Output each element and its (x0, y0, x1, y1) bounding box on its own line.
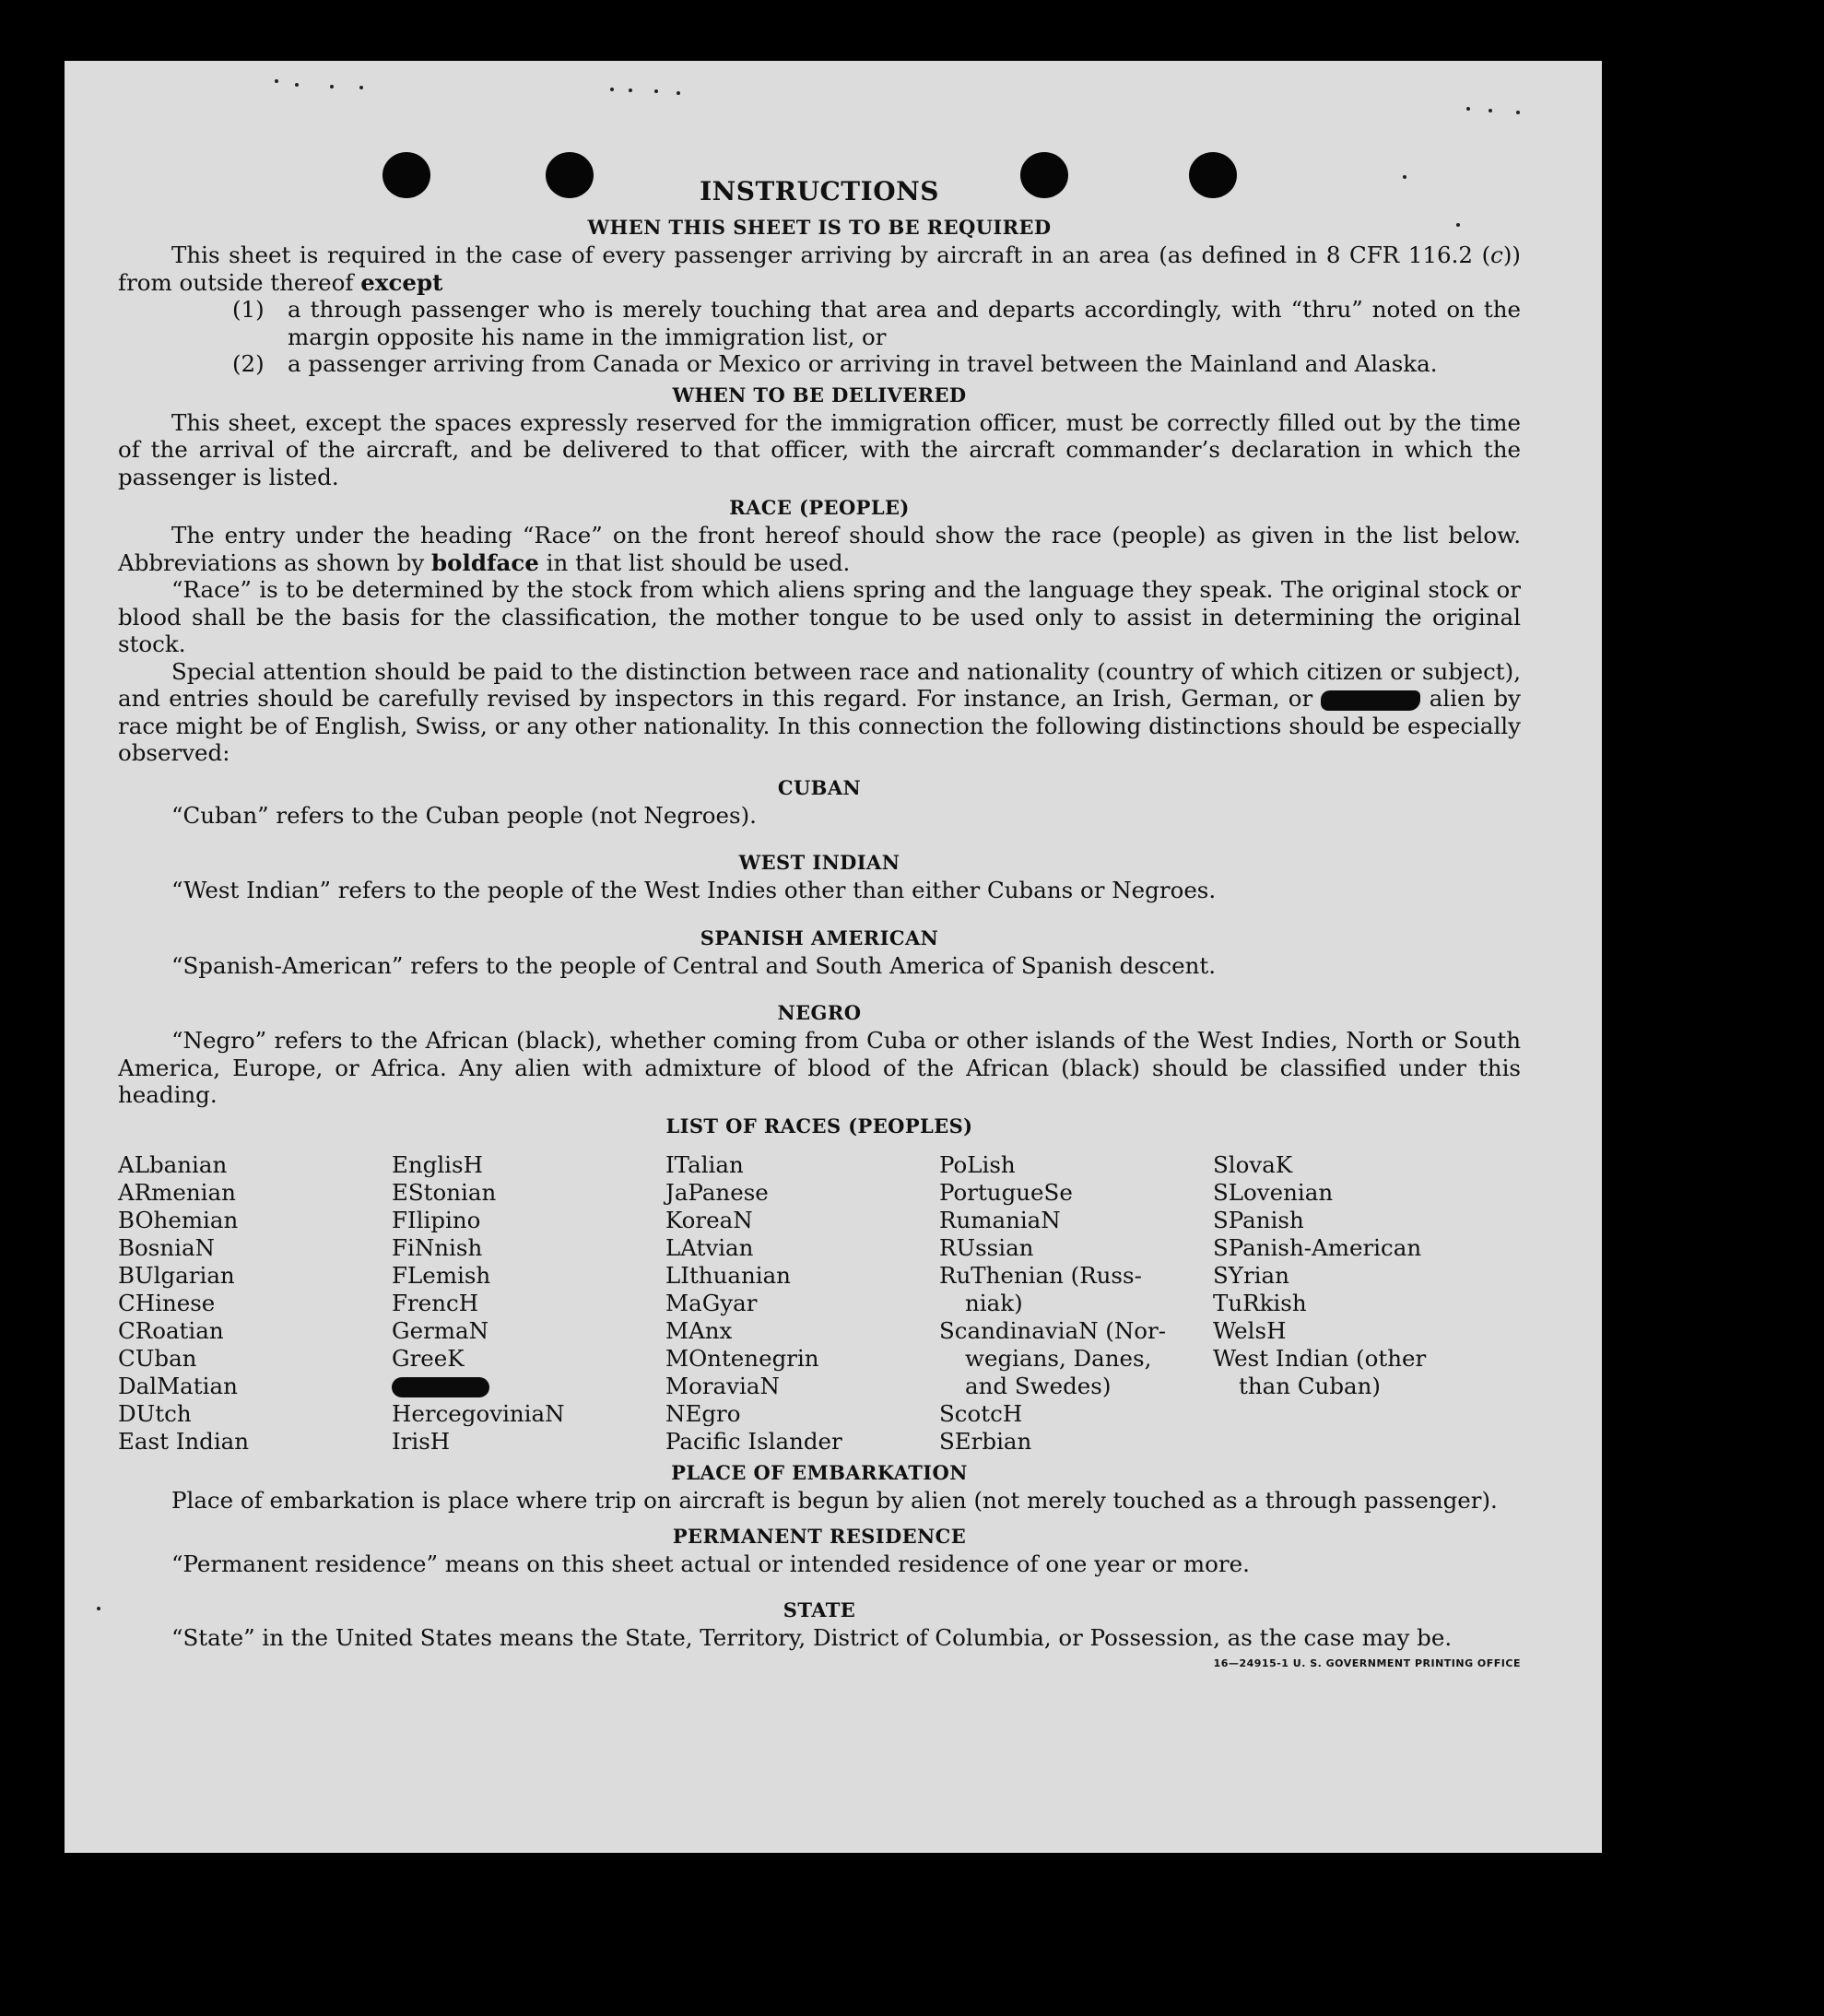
race-entry: MOntenegrin (665, 1344, 819, 1372)
race-entry: East Indian (118, 1427, 250, 1455)
delivered-text: This sheet, except the spaces expressly reserved for the immigration officer, must be correctly filled out by the time of the arrival of the aircraft, and be delivered to that officer, with the aircraft commander’s declaration in which the passenger is listed. (118, 408, 1521, 490)
race-entry: EnglisH (392, 1150, 483, 1178)
instructions-content (118, 175, 1522, 1669)
heading-race: RACE (PEOPLE) (729, 496, 910, 519)
race-entry: DUtch (118, 1399, 192, 1427)
dust-speck (610, 88, 614, 91)
embarkation-text: Place of embarkation is place where trip on aircraft is begun by alien (not merely touched as a through passenger). (171, 1486, 1498, 1514)
dust-speck (295, 83, 299, 87)
race-entry: Pacific Islander (665, 1427, 842, 1455)
redaction-mark (392, 1377, 489, 1397)
dust-speck (330, 85, 334, 88)
race-entry: ScotcH (939, 1399, 1023, 1427)
dust-speck (654, 89, 658, 93)
race-entry: ARmenian (118, 1178, 236, 1206)
race-entry: FrencH (392, 1289, 479, 1316)
race-entry: WelsH (1213, 1316, 1287, 1344)
dust-speck (1516, 111, 1520, 114)
exception-item (232, 350, 1521, 378)
dust-speck (677, 91, 680, 95)
required-intro (118, 242, 1521, 296)
race-entry: TuRkish (1213, 1289, 1307, 1316)
state-text: “State” in the United States means the State, Territory, District of Columbia, or Possession, as the case may be. (171, 1623, 1453, 1651)
race-entry: ITalian (665, 1150, 744, 1178)
race-entry: SYrian (1213, 1261, 1289, 1289)
redaction-mark (1321, 690, 1420, 711)
race-entry: SPanish (1213, 1206, 1304, 1233)
spanish-american-text: “Spanish-American” refers to the people of Central and South America of Spanish descent. (171, 951, 1217, 979)
race-entry (1213, 1400, 1443, 1428)
heading-state: STATE (783, 1597, 856, 1621)
race-entry: RUssian (939, 1233, 1034, 1261)
race-entry: SLovenian (1213, 1178, 1334, 1206)
cuban-text: “Cuban” refers to the Cuban people (not Negroes). (171, 801, 757, 829)
races-column-4 (939, 1151, 1213, 1456)
race-entry: FiNnish (392, 1233, 483, 1261)
required-intro-text-a: This sheet is required in the case of every passenger arriving by aircraft in an area (as defined in 8 CFR 116.2 ( (171, 242, 1491, 268)
dust-speck (629, 88, 632, 92)
exception-number: (2) (232, 350, 265, 377)
race-entry: ALbanian (118, 1150, 228, 1178)
race-entry: MAnx (665, 1316, 733, 1344)
heading-required: WHEN THIS SHEET IS TO BE REQUIRED (587, 216, 1052, 239)
race-entry: and Swedes) (965, 1372, 1112, 1399)
race-entry: NEgro (665, 1399, 741, 1427)
heading-residence: PERMANENT RESIDENCE (672, 1525, 967, 1548)
race-entry: MoraviaN (665, 1372, 780, 1399)
race-entry: HercegoviniaN (392, 1399, 565, 1427)
dust-speck (359, 86, 363, 89)
race-entry: PortugueSe (939, 1178, 1073, 1206)
race-entry: BUlgarian (118, 1261, 235, 1289)
exception-text: a passenger arriving from Canada or Mexico or arriving in travel between the Mainland and Alaska. (288, 350, 1438, 377)
race-entry: wegians, Danes, (965, 1344, 1152, 1372)
race-entry: CHinese (118, 1289, 216, 1316)
race-entry: DalMatian (118, 1372, 238, 1399)
heading-spanish-american: SPANISH AMERICAN (700, 925, 939, 949)
race-entry: ScandinaviaN (Nor- (939, 1316, 1167, 1344)
required-intro-italic: c (1490, 242, 1503, 268)
race-entry: EStonian (392, 1178, 497, 1206)
race-entry: RuThenian (Russ- (939, 1261, 1142, 1289)
heading-west-indian: WEST INDIAN (738, 851, 900, 874)
exception-text: a through passenger who is merely touching that area and departs accordingly, with “thru” noted on the margin opposite his name in the immigration list, or (288, 296, 1521, 350)
residence-text: “Permanent residence” means on this sheet actual or intended residence of one year or more. (171, 1550, 1250, 1577)
race-p1-text-b: in that list should be used. (538, 548, 851, 576)
exception-number: (1) (232, 296, 265, 323)
race-entry: MaGyar (665, 1289, 758, 1316)
race-entry: BOhemian (118, 1206, 239, 1233)
heading-cuban: CUBAN (777, 775, 862, 799)
race-entry: SPanish-American (1213, 1233, 1422, 1261)
heading-negro: NEGRO (777, 1001, 862, 1024)
required-intro-except: except (360, 268, 443, 296)
race-entry: CRoatian (118, 1316, 224, 1344)
race-paragraph-1 (118, 522, 1521, 576)
dust-speck (1489, 109, 1492, 112)
race-entry: niak) (965, 1289, 1023, 1316)
state-block (118, 1623, 1521, 1669)
races-table (118, 1151, 1521, 1456)
race-entry: BosniaN (118, 1233, 215, 1261)
race-entry: FLemish (392, 1261, 491, 1289)
race-p1-text-a: The entry under the heading “Race” on the front hereof should show the race (people) as given in the list below. Abbreviations as shown by (118, 522, 1521, 576)
race-p1-bold: boldface (431, 548, 539, 576)
race-entry: LIthuanian (665, 1261, 791, 1289)
race-paragraph-3 (118, 658, 1521, 767)
page-title: INSTRUCTIONS (700, 176, 939, 206)
race-entry: KoreaN (665, 1206, 753, 1233)
negro-text: “Negro” refers to the African (black), whether coming from Cuba or other islands of the West Indies, North or South America, Europe, or Africa. Any alien with admixture of blood of the African (black) should be classified under this heading. (118, 1027, 1521, 1108)
races-column-5 (1213, 1151, 1443, 1456)
heading-embarkation: PLACE OF EMBARKATION (671, 1460, 968, 1484)
race-entry: JaPanese (665, 1178, 769, 1206)
dust-speck (97, 1607, 100, 1610)
race-entry: CUban (118, 1344, 197, 1372)
race-entry: FIlipino (392, 1206, 481, 1233)
race-p3-text-a: Special attention should be paid to the distinction between race and nationality (country of which citizen or subject), and entries should be carefully revised by inspectors in this regard. For instance, an Irish, German, or (118, 657, 1521, 712)
race-entry: IrisH (392, 1427, 451, 1455)
races-column-2 (392, 1151, 665, 1456)
required-intro-text-b: )) from outside thereof (118, 242, 1521, 296)
exception-item (232, 296, 1521, 350)
race-entry: SErbian (939, 1427, 1032, 1455)
race-entry (1213, 1428, 1443, 1456)
race-entry: West Indian (other (1213, 1344, 1427, 1372)
exception-list (232, 296, 1521, 378)
printing-office-code: 16—24915-1 U. S. GOVERNMENT PRINTING OFFICE (1213, 1656, 1521, 1669)
race-entry: LAtvian (665, 1233, 754, 1261)
heading-list-of-races: LIST OF RACES (PEOPLES) (665, 1114, 973, 1138)
dust-speck (275, 79, 278, 83)
west-indian-text: “West Indian” refers to the people of the West Indies other than either Cubans or Negroes. (171, 877, 1217, 903)
document-sheet (65, 61, 1602, 1853)
race-paragraph-2: “Race” is to be determined by the stock from which aliens spring and the language they speak. The original stock or blood shall be the basis for the classification, the mother tongue to be used only to assist in determining the original stock. (118, 576, 1521, 657)
races-column-3 (665, 1151, 939, 1456)
dust-speck (1466, 107, 1470, 111)
race-entry: SlovaK (1213, 1150, 1293, 1178)
race-entry: GreeK (392, 1344, 465, 1372)
races-column-1 (118, 1151, 392, 1456)
heading-delivered: WHEN TO BE DELIVERED (672, 383, 967, 407)
race-entry: PoLish (939, 1150, 1016, 1178)
race-entry (392, 1373, 665, 1400)
race-entry: than Cuban) (1239, 1372, 1381, 1399)
race-p3-text-b: alien by race might be of English, Swiss, or any other nationality. In this connection the following distinctions should be especially observed: (118, 685, 1522, 766)
race-entry: RumaniaN (939, 1206, 1061, 1233)
race-entry: GermaN (392, 1316, 489, 1344)
